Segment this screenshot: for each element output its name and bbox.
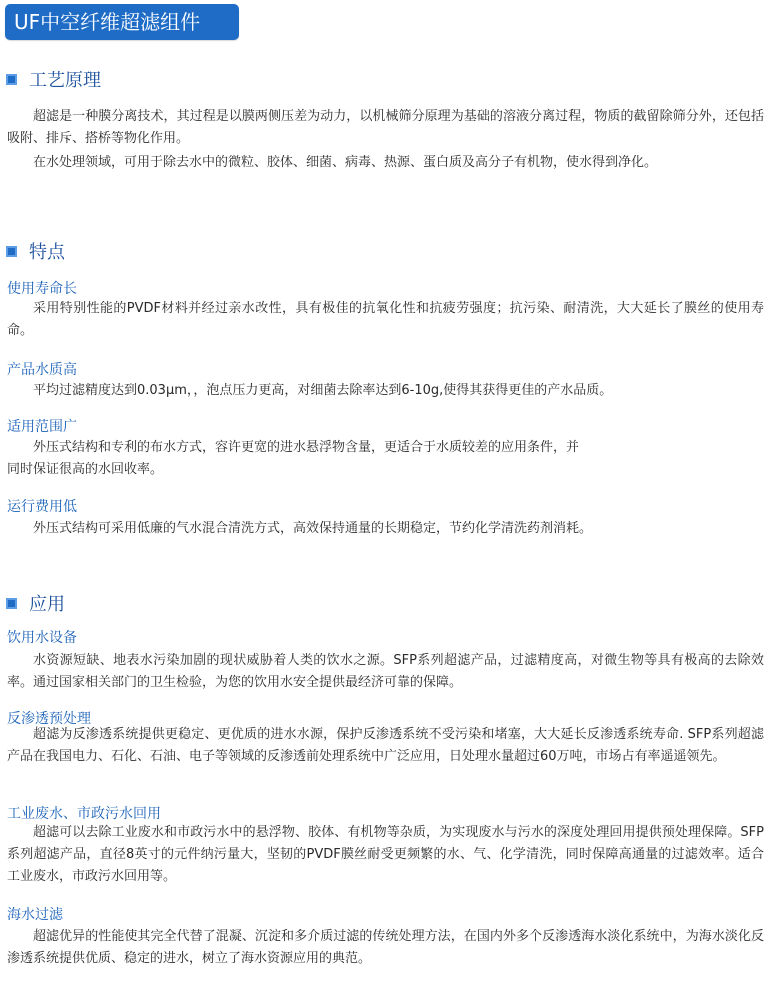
paragraph: 外压式结构和专利的布水方式，容许更宽的进水悬浮物含量，更适合于水质较差的应用条件，并 (33, 440, 580, 455)
section-header-features (6, 238, 65, 264)
paragraph: 同时保证很高的水回收率。 (7, 462, 164, 477)
paragraph: 在水处理领域，可用于除去水中的微粒、胶体、细菌、病毒、热源、蛋白质及高分子有机物，使水得到净化。 (33, 155, 658, 170)
paragraph: 超滤为反渗透系统提供更稳定、更优质的进水水源，保护反渗透系统不受污染和堵塞，大大延长反渗透系统寿命. SFP系列超滤产品在我国电力、石化、石油、电子等领域的反渗透前处理系统中广泛应用，日处理水量超过60万吨，市场占有率遥遥领先。 (7, 727, 764, 764)
square-bullet-icon (6, 246, 17, 257)
subheading: 使用寿命长 (7, 281, 77, 297)
subheading: 海水过滤 (7, 907, 63, 923)
paragraph: 水资源短缺、地表水污染加剧的现状威胁着人类的饮水之源。SFP系列超滤产品，过滤精度高，对微生物等具有极高的去除效率。通过国家相关部门的卫生检验，为您的饮用水安全提供最经济可靠的保障。 (7, 653, 764, 690)
square-bullet-icon (6, 598, 17, 609)
section-title: 应用 (29, 594, 65, 615)
subheading: 饮用水设备 (7, 630, 77, 646)
section-title: 特点 (29, 242, 65, 263)
paragraph: 超滤优异的性能使其完全代替了混凝、沉淀和多介质过滤的传统处理方法，在国内外多个反渗透海水淡化系统中，为海水淡化反渗透系统提供优质、稳定的进水，树立了海水资源应用的典范。 (7, 929, 764, 966)
section-header-applications (6, 590, 65, 616)
paragraph: 超滤是一种膜分离技术，其过程是以膜两侧压差为动力，以机械筛分原理为基础的溶液分离过程，物质的截留除筛分外，还包括吸附、排斥、搭桥等物化作用。 (7, 109, 764, 146)
paragraph: 超滤可以去除工业废水和市政污水中的悬浮物、胶体、有机物等杂质，为实现废水与污水的深度处理回用提供预处理保障。SFP系列超滤产品，直径8英寸的元件纳污量大，坚韧的PVDF膜丝耐受更频繁的水、气、化学清洗，同时保障高通量的过滤效率。适合工业废水，市政污水回用等。 (7, 825, 764, 884)
subheading: 运行费用低 (7, 499, 77, 515)
section-title: 工艺原理 (29, 70, 101, 91)
subheading: 反渗透预处理 (7, 711, 91, 727)
subheading: 工业废水、市政污水回用 (7, 806, 161, 822)
paragraph: 平均过滤精度达到0.03μm，，泡点压力更高，对细菌去除率达到6-10g,使得其获得更佳的产水品质。 (33, 383, 613, 398)
page-title-banner: UF中空纤维超滤组件 (5, 4, 239, 40)
square-bullet-icon (6, 74, 17, 85)
section-header-principle (6, 66, 101, 92)
paragraph: 采用特别性能的PVDF材料并经过亲水改性，具有极佳的抗氧化性和抗疲劳强度；抗污染、耐清洗，大大延长了膜丝的使用寿命。 (7, 301, 764, 338)
subheading: 产品水质高 (7, 362, 77, 378)
paragraph: 外压式结构可采用低廉的气水混合清洗方式，高效保持通量的长期稳定，节约化学清洗药剂消耗。 (33, 521, 593, 536)
subheading: 适用范围广 (7, 419, 77, 435)
